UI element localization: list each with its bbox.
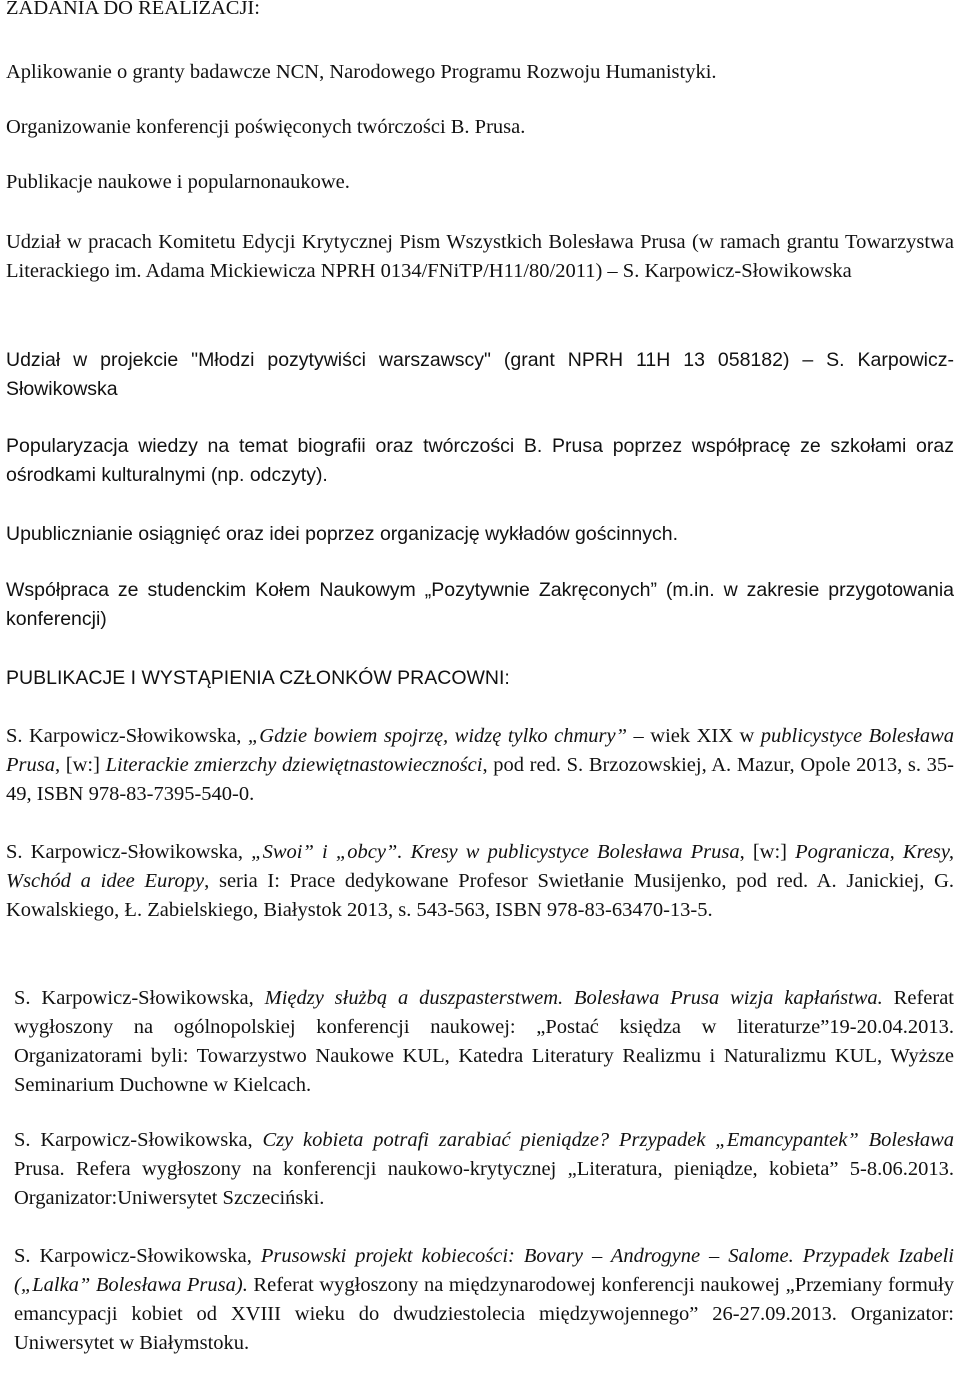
pub-title: Pogranicza, Kresy, Wschód a idee Europy — [6, 841, 954, 892]
pub-text: , [w:] — [739, 841, 796, 863]
task-item: Udział w projekcie "Młodzi pozytywiści warszawscy" (grant NPRH 11H 13 058182) – S. Karpowicz-Słowikowska — [6, 349, 954, 400]
pub-title: „Gdzie bowiem spojrzę, widzę tylko chmury” — [247, 725, 628, 747]
publication-entry — [6, 838, 954, 925]
pub-text: , seria I: Prace dedykowane Profesor Swietłanie Musijenko, pod red. A. Janickiej, G. Kowalskiego, Ł. Zabielskiego, Białystok 2013, s. 543-563, ISBN 978-83-63470-13-5. — [6, 870, 954, 921]
pub-title: publicystyce Bolesława Prusa — [6, 725, 954, 776]
pub-text: , [w:] — [54, 754, 106, 776]
pub-author: S. Karpowicz-Słowikowska, — [14, 987, 265, 1009]
pub-title: Prusowski projekt kobiecości: Bovary – Androgyne – Salome. Przypadek Izabeli („Lalka” Bolesława Prusa). — [14, 1245, 954, 1296]
pub-text: Referat wygłoszony na ogólnopolskiej konferencji naukowej: „Postać księdza w literaturze”19-20.04.2013. Organizatorami byli: Towarzystwo Naukowe KUL, Katedra Literatury Realizmu i Naturalizmu KUL, Wyższe Seminarium Duchowne w Kielcach. — [14, 987, 954, 1096]
task-item: Popularyzacja wiedzy na temat biografii oraz twórczości B. Prusa poprzez współpracę ze szkołami oraz ośrodkami kulturalnymi (np. odczyty). — [6, 435, 954, 486]
pub-text: – wiek XIX w — [627, 725, 761, 747]
publication-entry — [14, 984, 954, 1100]
section-heading-tasks: ZADANIA DO REALIZACJI: — [6, 0, 260, 19]
pub-author: S. Karpowicz-Słowikowska, — [6, 841, 252, 863]
pub-title: „Swoi” i „obcy”. Kresy w publicystyce Bolesława Prusa — [251, 841, 740, 863]
section-heading-publications: PUBLIKACJE I WYSTĄPIENIA CZŁONKÓW PRACOWNI: — [6, 667, 510, 689]
task-item: Aplikowanie o granty badawcze NCN, Narodowego Programu Rozwoju Humanistyki. — [6, 61, 717, 83]
task-item: Udział w pracach Komitetu Edycji Krytycznej Pism Wszystkich Bolesława Prusa (w ramach grantu Towarzystwa Literackiego im. Adama Mickiewicza NPRH 0134/FNiTP/H11/80/2011) – S. Karpowicz-Słowikowska — [6, 231, 954, 282]
task-item: Upublicznianie osiągnięć oraz idei poprzez organizację wykładów gościnnych. — [6, 523, 679, 545]
pub-title: Między służbą a duszpasterstwem. Bolesława Prusa wizja kapłaństwa. — [264, 987, 883, 1009]
task-item: Współpraca ze studenckim Kołem Naukowym „Pozytywnie Zakręconych” (m.in. w zakresie przygotowania konferencji) — [6, 579, 954, 630]
pub-title: Literackie zmierzchy dziewiętnastowieczności — [105, 754, 483, 776]
publication-entry — [14, 1242, 954, 1358]
pub-title: Czy kobieta potrafi zarabiać pieniądze? Przypadek „Emancypantek” Bolesława — [262, 1129, 954, 1151]
pub-author: S. Karpowicz-Słowikowska, — [14, 1129, 263, 1151]
pub-author: S. Karpowicz-Słowikowska, — [6, 725, 248, 747]
task-item: Publikacje naukowe i popularnonaukowe. — [6, 171, 350, 193]
publication-entry — [14, 1126, 954, 1213]
pub-text: , pod red. S. Brzozowskiej, A. Mazur, Opole 2013, s. 35-49, ISBN 978-83-7395-540-0. — [6, 754, 954, 805]
pub-text: Referat wygłoszony na międzynarodowej konferencji naukowej „Przemiany formuły emancypacji kobiet od XVIII wieku do dwudziestolecia międzywojennego” 26-27.09.2013. Organizator: Uniwersytet w Białymstoku. — [14, 1274, 954, 1354]
task-item: Organizowanie konferencji poświęconych twórczości B. Prusa. — [6, 116, 526, 138]
pub-author: S. Karpowicz-Słowikowska, — [14, 1245, 261, 1267]
publication-entry — [6, 722, 954, 809]
pub-text: Prusa. Refera wygłoszony na konferencji naukowo-krytycznej „Literatura, pieniądze, kobieta” 5-8.06.2013. Organizator:Uniwersytet Szczeciński. — [14, 1158, 954, 1209]
